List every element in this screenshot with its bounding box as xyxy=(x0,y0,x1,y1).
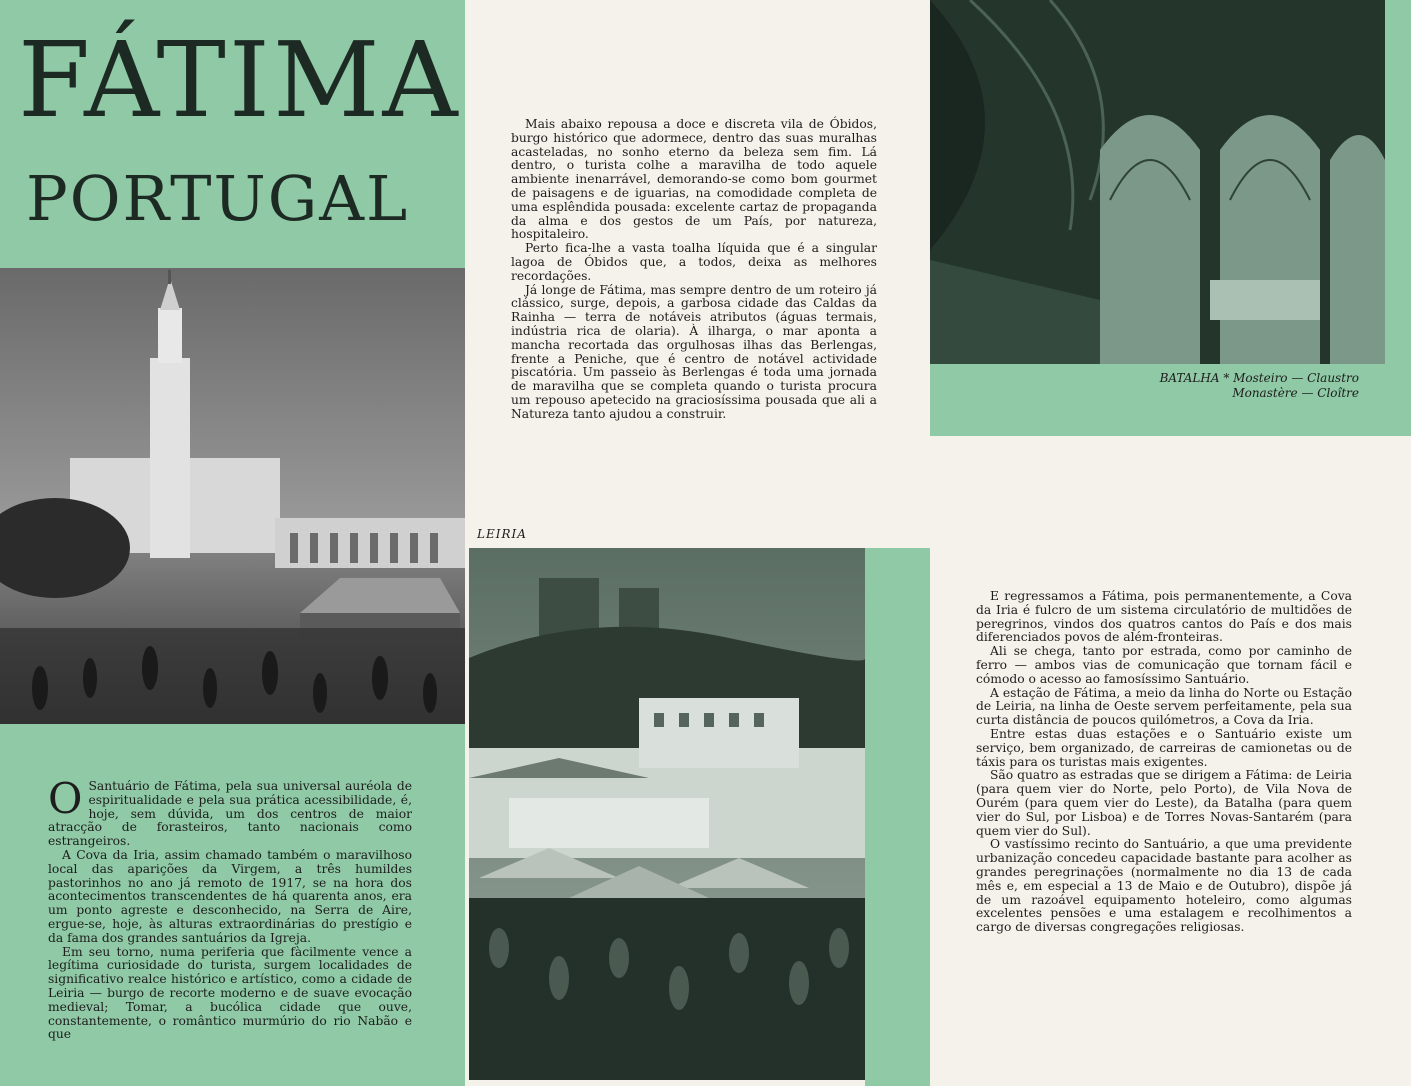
leiria-photo xyxy=(469,548,865,1080)
batalha-caption-line-2: Monastère — Cloître xyxy=(1232,386,1359,400)
cover-subtitle: PORTUGAL xyxy=(26,162,410,235)
batalha-cloister-photo xyxy=(930,0,1385,364)
cover-paragraph-2: A Cova da Iria, assim chamado também o maravilhoso local das aparições da Virgem, a três humildes pastorinhos no ano já remoto de 1917, se na hora dos acontecimentos transcendentes de há quarenta anos, era um ponto agreste e desconhecido, na Serra de Aire, ergue-se, hoje, às alturas extraordinárias do prestígio e da fama dos grandes santuários da Igreja. xyxy=(48,847,412,945)
cover-panel xyxy=(0,0,465,1086)
right-paragraph-3: A estação de Fátima, a meio da linha do Norte ou Estação de Leiria, na linha de Oeste servem perfeitamente, pela sua curta distância de poucos quilómetros, a Cova da Iria. xyxy=(976,685,1352,728)
cover-title: FÁTIMA xyxy=(18,19,461,141)
right-paragraph-1: E regressamos a Fátima, pois permanentemente, a Cova da Iria é fulcro de um sistema circulatório de multidões de peregrinos, vindos dos quatros cantos do País e dos mais diferenciados povos de além-fronteiras. xyxy=(976,589,1352,645)
batalha-caption-line-1: BATALHA * Mosteiro — Claustro xyxy=(1159,371,1359,385)
cover-body-text xyxy=(48,774,412,1042)
middle-paragraph-1: Mais abaixo repousa a doce e discreta vila de Óbidos, burgo histórico que adormece, dentro das suas muralhas acasteladas, no sonho eterno da beleza sem fim. Lá dentro, o turista colhe a maravilha de todo aquele ambiente inenarrável, demorando-se como bom gourmet de paisagens e de iguarias, na comodidade completa de uma esplêndida pousada: excelente cartaz de propaganda da alma e dos gestos de um País, por natureza, hospitaleiro. xyxy=(511,117,877,242)
sanctuary-photo xyxy=(0,268,465,724)
middle-paragraph-3: Já longe de Fátima, mas sempre dentro de um roteiro já clássico, surge, depois, a garbosa cidade das Caldas da Rainha — terra de notáveis atributos (águas termais, indústria rica de olaria). À ilharga, o mar aponta a mancha recortada das orgulhosas ilhas das Berlengas, frente a Peniche, que é centro de notável actividade piscatória. Um passeio às Berlengas é toda uma jornada de maravilha que se completa quando o turista procura um repouso apetecido na graciosíssima pousada que ali a Natureza tanto ajudou a construir. xyxy=(511,282,877,421)
right-paragraph-4: Entre estas duas estações e o Santuário existe um serviço, bem organizado, de carreiras de camionetas ou de táxis para os turistas mais exigentes. xyxy=(976,726,1352,769)
cover-paragraph-1: Santuário de Fátima, pela sua universal auréola de espiritualidade e pela sua prática acessibilidade, é, hoje, sem dúvida, um dos centros de maior atracção de forasteiros, tanto nacionais como estrangeiros. xyxy=(48,779,412,849)
middle-paragraph-2: Perto fica-lhe a vasta toalha líquida que é a singular lagoa de Óbidos que, a todos, deixa as melhores recordações. xyxy=(511,241,877,283)
right-panel xyxy=(930,0,1411,1086)
middle-body-text xyxy=(511,118,877,422)
leiria-caption: LEIRIA xyxy=(477,527,527,541)
drop-cap: O xyxy=(48,774,83,823)
leiria-green-block xyxy=(865,548,930,1086)
right-paragraph-2: Ali se chega, tanto por estrada, como por caminho de ferro — ambos vias de comunicação que tornam fácil e cómodo o acesso ao famosíssimo Santuário. xyxy=(976,644,1352,686)
right-paragraph-5: São quatro as estradas que se dirigem a Fátima: de Leiria (para quem vier do Norte, pelo Porto), de Vila Nova de Ourém (para quem vier do Leste), da Batalha (para quem vier do Sul, por Lisboa) e de Torres Novas-Santarém (para quem vier do Sul). xyxy=(976,768,1352,838)
middle-panel xyxy=(465,0,930,1086)
right-body-text xyxy=(976,590,1352,935)
cover-paragraph-3: Em seu torno, numa periferia que fàcilmente vence a legítima curiosidade do turista, surgem localidades de significativo realce histórico e artístico, como a cidade de Leiria — burgo de recorte moderno e de suave evocação medieval; Tomar, a bucólica cidade que ouve, constantemente, o romântico murmúrio do rio Nabão e que xyxy=(48,944,412,1042)
right-paragraph-6: O vastíssimo recinto do Santuário, a que uma previdente urbanização concedeu capacidade bastante para acolher as grandes peregrinações (normalmente no dia 13 de cada mês e, em especial a 13 de Maio e de Outubro), dispõe já de um razoável equipamento hoteleiro, como algumas excelentes pensões e uma estalagem e recolhimentos a cargo de diversas congregações religiosas. xyxy=(976,837,1352,935)
